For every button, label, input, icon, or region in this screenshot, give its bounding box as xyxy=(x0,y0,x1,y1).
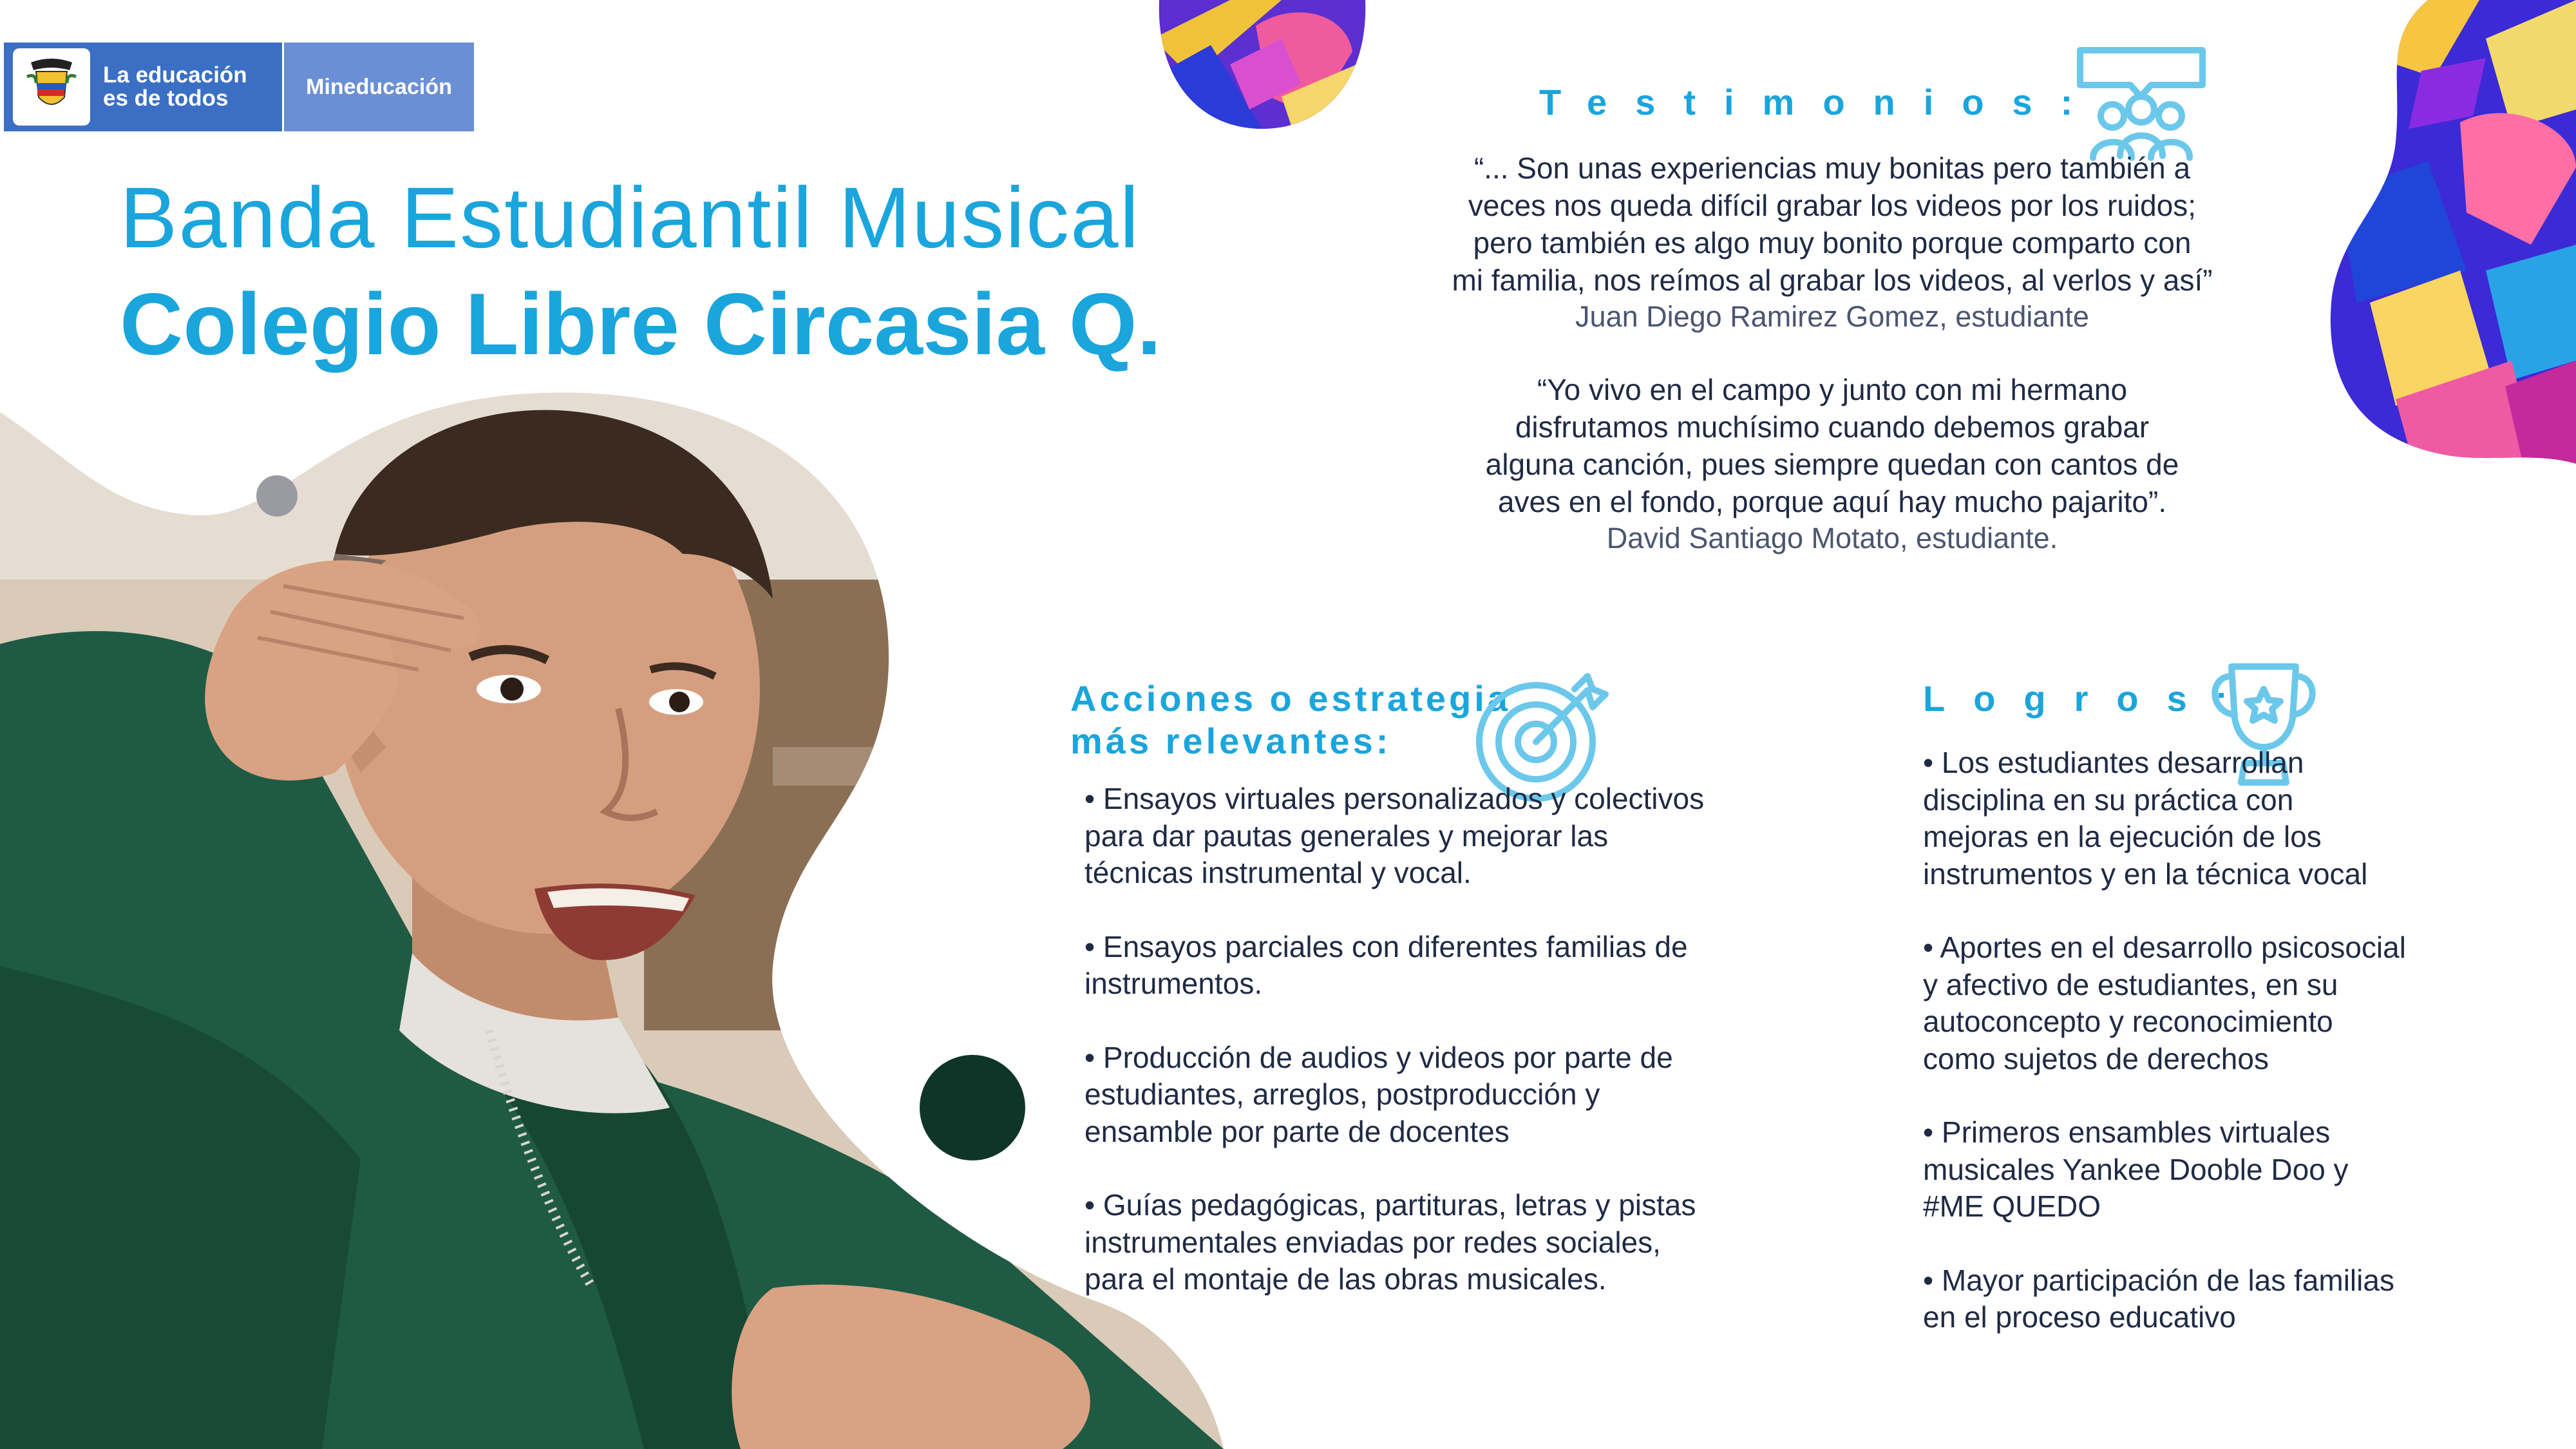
decorative-dot-gray xyxy=(256,475,298,516)
decorative-blob-top xyxy=(1153,0,1372,135)
testimonio-2 xyxy=(1391,371,2273,556)
list-item: • Ensayos virtuales personalizados y colectivos para dar pautas generales y mejorar las técnicas instrumental y vocal. xyxy=(1084,782,1705,889)
quote-1-line-2: veces nos queda difícil grabar los videos por los ruidos; xyxy=(1468,189,2197,222)
quote-2-line-2: disfrutamos muchísimo cuando debemos grabar xyxy=(1515,410,2150,444)
list-item: • Guías pedagógicas, partituras, letras y pistas instrumentales enviadas por redes sociales, para el montaje de las obras musicales. xyxy=(1084,1188,1696,1296)
quote-2-author: David Santiago Motato, estudiante. xyxy=(1606,522,2058,554)
colombia-seal-icon xyxy=(13,48,90,126)
ministry-logo-bar xyxy=(4,43,474,131)
list-item: • Los estudiantes desarrollan disciplina en su práctica con mejoras en la ejecución de los instrumentos y en la técnica vocal xyxy=(1923,746,2368,891)
student-photo xyxy=(0,386,1224,1449)
quote-1-line-1: “... Son unas experiencias muy bonitas pero también a xyxy=(1473,151,2191,185)
decorative-blob-right xyxy=(2318,0,2576,470)
quote-2-line-3: alguna canción, pues siempre quedan con cantos de xyxy=(1485,448,2179,481)
logros-heading: Logros: xyxy=(1923,678,2256,719)
acciones-list xyxy=(1084,781,1806,1335)
testimonio-1 xyxy=(1391,149,2273,335)
logo-text-line2: es de todos xyxy=(103,86,229,111)
ministry-name: Mineducación xyxy=(282,43,474,131)
decorative-dot-green xyxy=(920,1055,1025,1160)
quote-1-author: Juan Diego Ramirez Gomez, estudiante xyxy=(1575,300,2089,333)
list-item: • Producción de audios y videos por parte de estudiantes, arreglos, postproducción y ensamble por parte de docentes xyxy=(1084,1040,1673,1148)
acciones-heading xyxy=(1070,677,1511,762)
quote-1-line-3: pero también es algo muy bonito porque comparto con xyxy=(1473,226,2192,260)
page-title-line2: Colegio Libre Circasia Q. xyxy=(120,275,1162,373)
page-title-line1: Banda Estudiantil Musical xyxy=(120,170,1141,266)
list-item: • Mayor participación de las familias en el proceso educativo xyxy=(1923,1263,2394,1334)
logo-text-line1: La educación xyxy=(103,62,247,88)
acciones-heading-line2: más relevantes: xyxy=(1070,721,1392,761)
testimonios-heading: Testimonios: xyxy=(1539,82,2101,122)
list-item: • Ensayos parciales con diferentes familias de instrumentos. xyxy=(1084,929,1688,1000)
quote-2-line-1: “Yo vivo en el campo y junto con mi hermano xyxy=(1537,373,2128,406)
list-item: • Aportes en el desarrollo psicosocial y afectivo de estudiantes, en su autoconcepto y reconocimiento como sujetos de derechos xyxy=(1923,931,2406,1075)
logo-left-panel xyxy=(4,43,282,131)
quote-2-line-4: aves en el fondo, porque aquí hay mucho pajarito”. xyxy=(1497,485,2167,518)
quote-1-line-4: mi familia, nos reímos al grabar los videos, al verlos y así” xyxy=(1452,263,2213,297)
logros-list xyxy=(1923,744,2490,1373)
list-item: • Primeros ensambles virtuales musicales Yankee Dooble Doo y #ME QUEDO xyxy=(1923,1115,2349,1223)
acciones-heading-line1: Acciones o estrategia xyxy=(1070,678,1511,719)
